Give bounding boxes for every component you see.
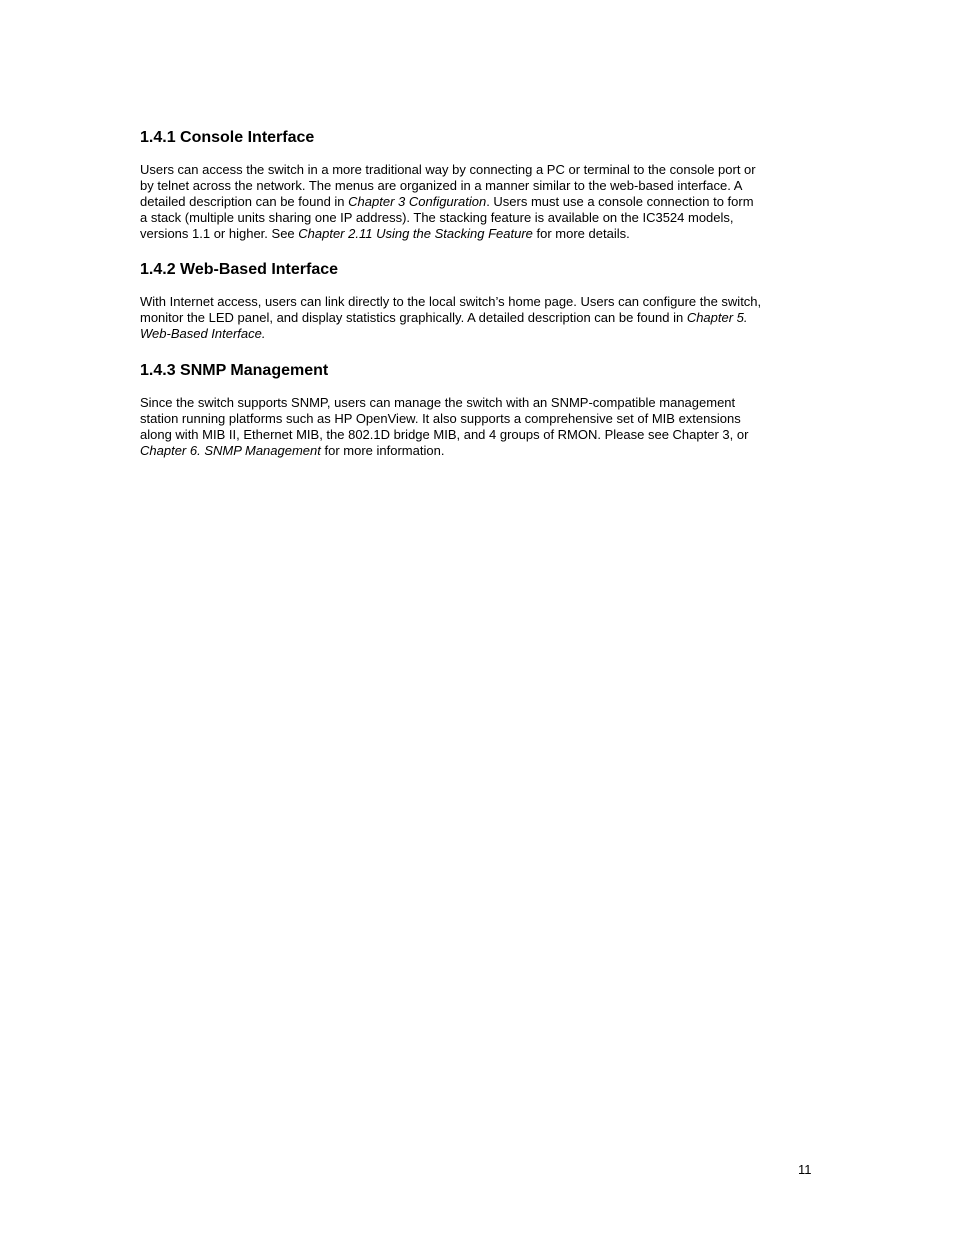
- paragraph-line: [140, 427, 820, 443]
- section-paragraph: [140, 294, 820, 342]
- section-web-based-interface: [140, 260, 820, 342]
- paragraph-line: [140, 194, 820, 210]
- paragraph-line: [140, 411, 820, 427]
- body-text-run: detailed description can be found in: [140, 194, 349, 209]
- body-text-run: versions 1.1 or higher. See: [140, 226, 299, 241]
- italic-reference-text: Chapter 6. SNMP Management: [140, 443, 321, 458]
- paragraph-line: [140, 162, 820, 178]
- body-text-run: Since the switch supports SNMP, users can manage the switch with an SNMP-compatible management: [140, 395, 736, 410]
- page-number: 11: [798, 1162, 812, 1177]
- paragraph-line: [140, 326, 820, 342]
- italic-reference-text: Web-Based Interface.: [140, 326, 266, 341]
- section-heading: 1.4.1 Console Interface: [140, 129, 315, 146]
- paragraph-line: [140, 210, 820, 226]
- body-text-run: for more information.: [320, 443, 445, 458]
- italic-reference-text: Chapter 5.: [686, 310, 748, 325]
- paragraph-line: [140, 178, 820, 194]
- section-snmp-management: [140, 361, 820, 459]
- body-text-run: station running platforms such as HP OpenView. It also supports a comprehensive set of MIB extensions: [140, 411, 741, 426]
- paragraph-line: [140, 443, 820, 459]
- body-text-run: Users can access the switch in a more traditional way by connecting a PC or terminal to the console port or: [140, 162, 756, 177]
- italic-reference-text: Chapter 3 Configuration: [348, 194, 487, 209]
- section-heading: 1.4.3 SNMP Management: [140, 362, 329, 379]
- section-paragraph: [140, 395, 820, 459]
- section-paragraph: [140, 162, 820, 242]
- italic-reference-text: Chapter 2.11 Using the Stacking Feature: [298, 226, 533, 241]
- paragraph-line: [140, 395, 820, 411]
- paragraph-line: [140, 294, 820, 310]
- body-text-run: by telnet across the network. The menus are organized in a manner similar to the web-based interface. A: [140, 178, 743, 193]
- body-text-run: along with MIB II, Ethernet MIB, the 802.1D bridge MIB, and 4 groups of RMON. Please see Chapter 3, or: [140, 427, 749, 442]
- paragraph-line: [140, 310, 820, 326]
- body-text-run: . Users must use a console connection to form: [486, 194, 754, 209]
- section-console-interface: [140, 128, 820, 242]
- body-text-run: a stack (multiple units sharing one IP address). The stacking feature is available on the IC3524 models,: [140, 210, 734, 225]
- body-text-run: With Internet access, users can link directly to the local switch’s home page. Users can configure the switch,: [140, 294, 762, 309]
- paragraph-line: [140, 226, 820, 242]
- body-text-run: monitor the LED panel, and display statistics graphically. A detailed description can be found in: [140, 310, 687, 325]
- body-text-run: for more details.: [532, 226, 630, 241]
- section-heading: 1.4.2 Web-Based Interface: [140, 261, 339, 278]
